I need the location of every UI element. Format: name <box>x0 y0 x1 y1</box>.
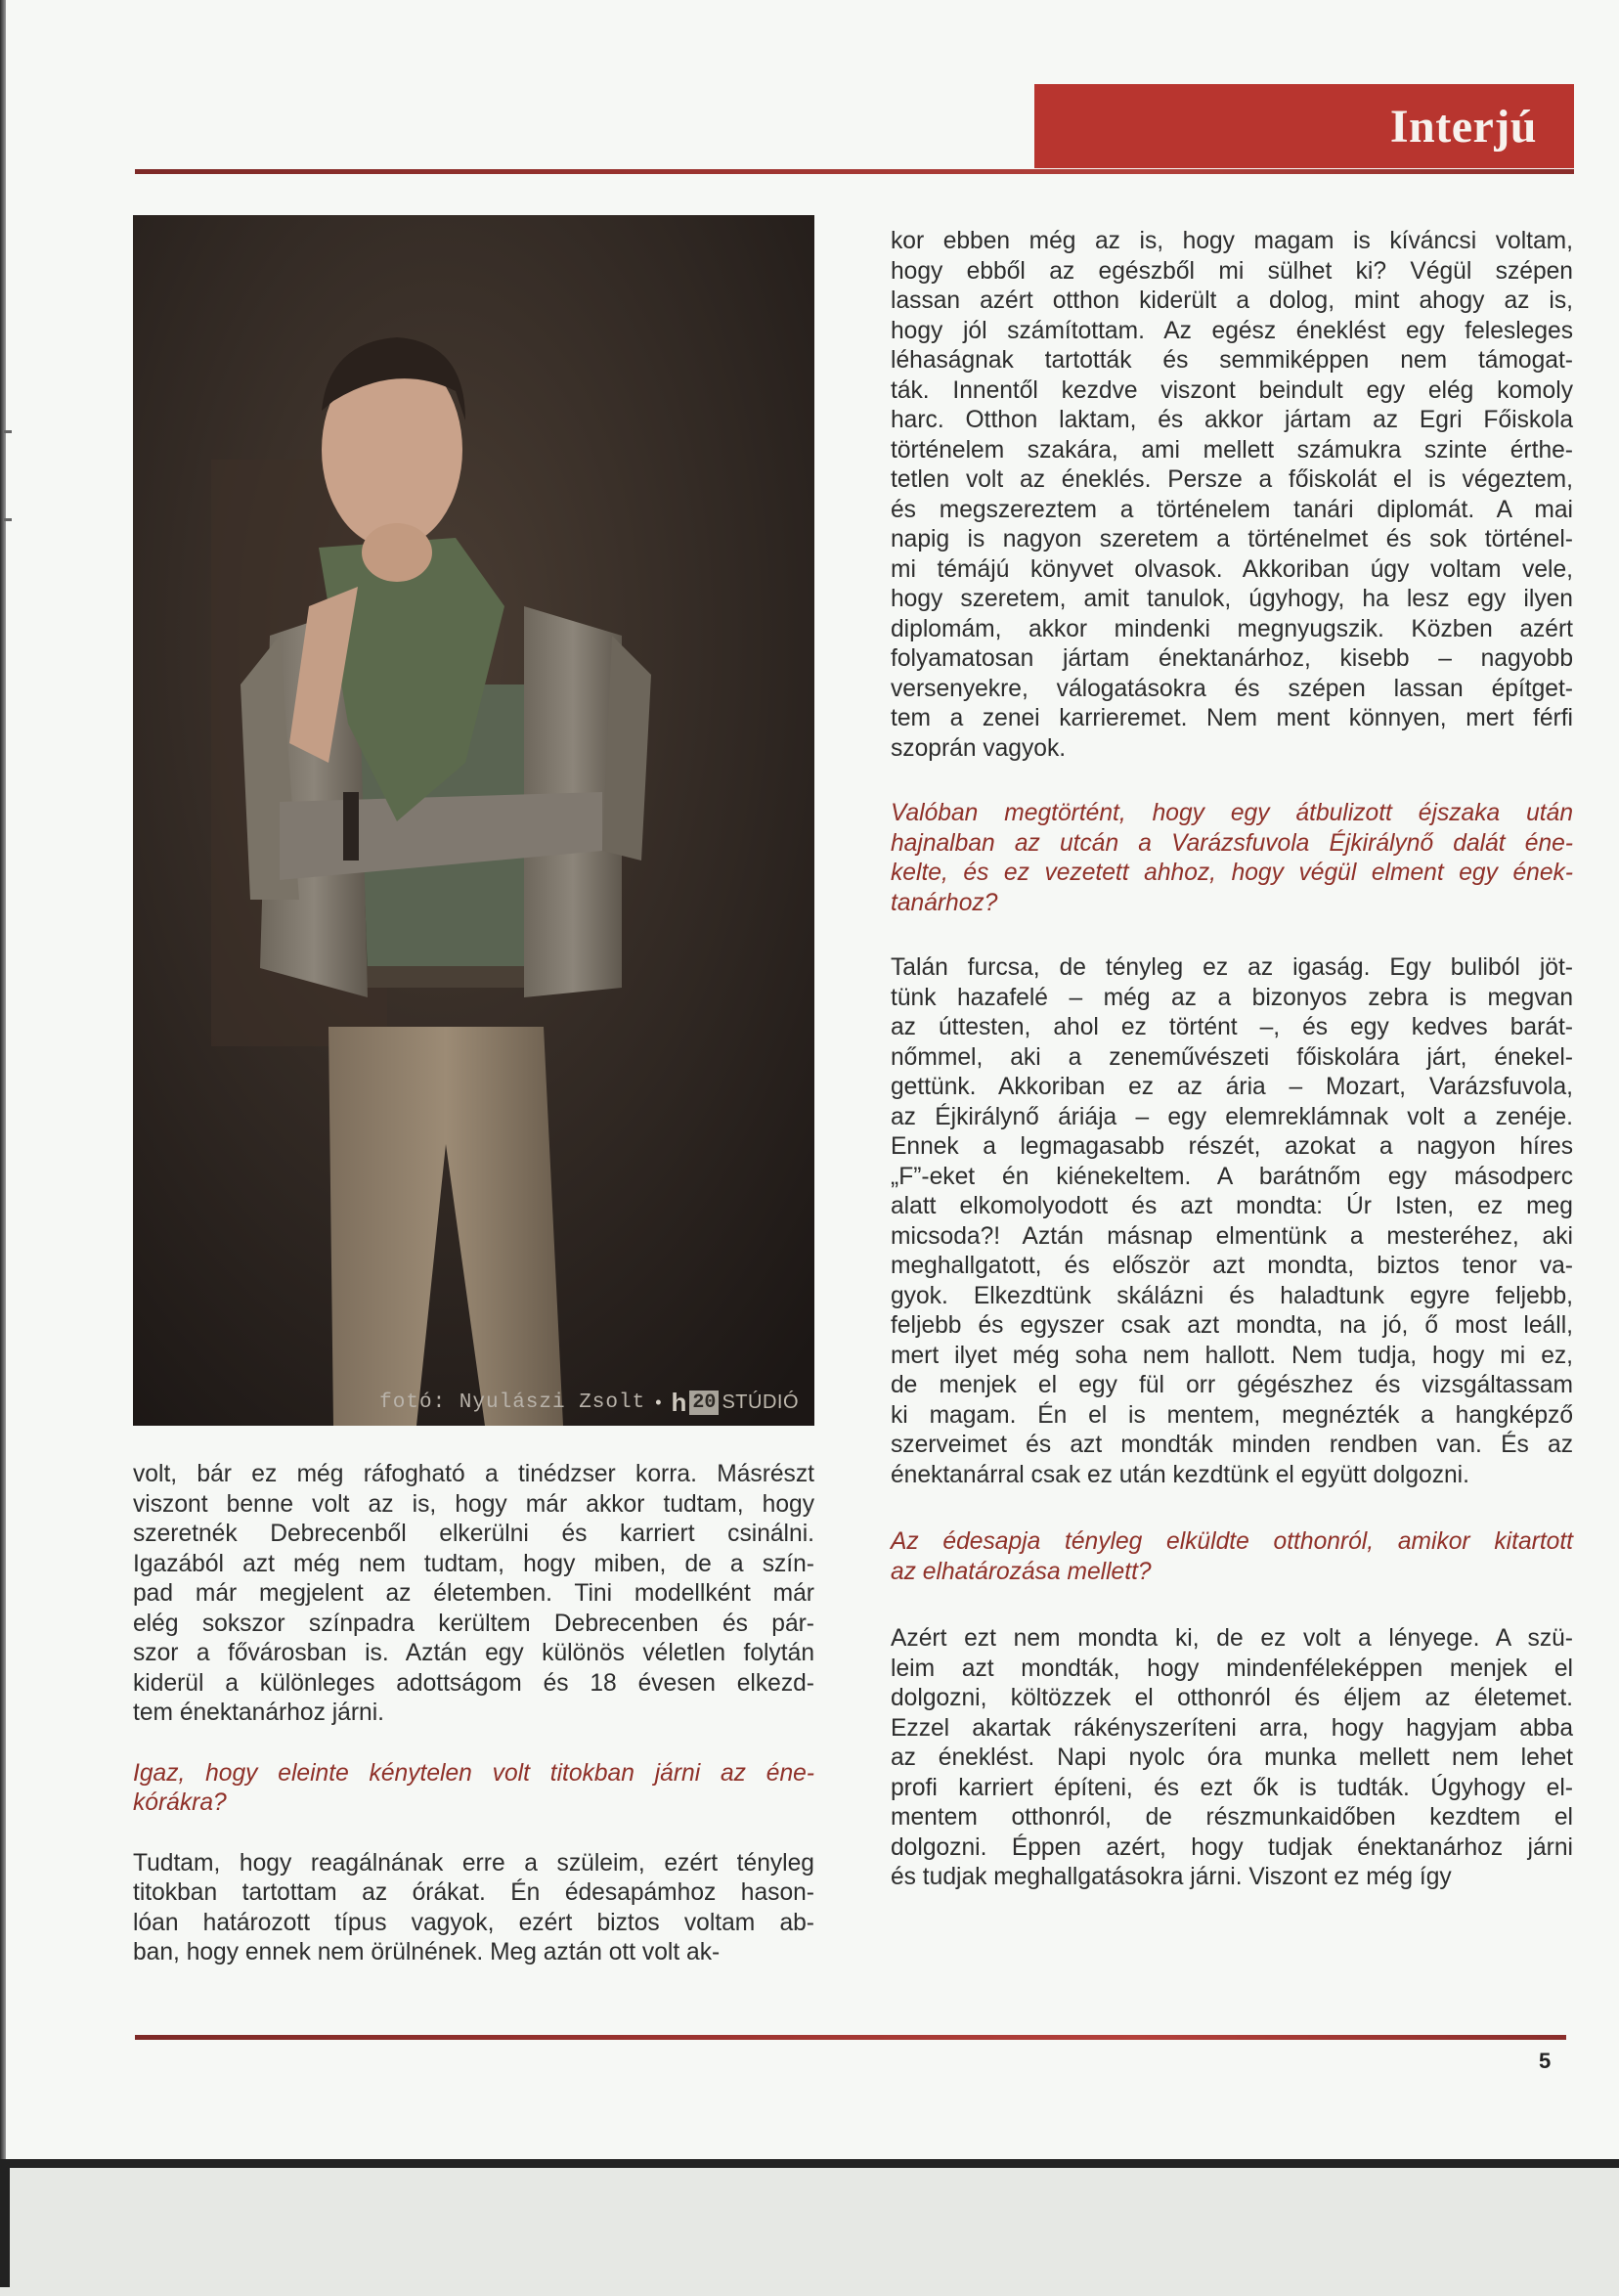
text-line: Azért ezt nem mondta ki, de ez volt a lényege. A szü- <box>891 1625 1573 1652</box>
answer-paragraph <box>133 1849 814 1968</box>
text-line: tetlen volt az éneklés. Persze a főiskolát el is végeztem, <box>891 466 1573 493</box>
text-line: leim azt mondták, hogy mindenféleképpen menjek el <box>891 1655 1573 1682</box>
text-line: tünk hazafelé – még az a bizonyos zebra is megvan <box>891 984 1573 1011</box>
text-line: kórákra? <box>133 1789 227 1816</box>
text-line: Ezzel akartak rákényszeríteni arra, hogy hagyjam abba <box>891 1714 1573 1742</box>
studio-logo <box>672 1388 799 1418</box>
text-line: kor ebben még az is, hogy magam is kíváncsi voltam, <box>891 228 1573 254</box>
text-line: „F”-eket én kiénekeltem. A barátnőm egy másodperc <box>891 1163 1573 1190</box>
text-line: gettünk. Akkoriban ez az ária – Mozart, Varázsfuvola, <box>891 1074 1573 1100</box>
section-header-box <box>1034 84 1574 168</box>
text-line: történelem szakára, ami mellett számukra szinte érthe- <box>891 436 1573 464</box>
text-line: ki magam. Én el is mentem, megnézték a hangképző <box>891 1401 1573 1429</box>
binding-edge <box>0 0 6 2287</box>
photo-credit: fotó: Nyulászi Zsolt <box>379 1391 646 1414</box>
interview-question <box>891 799 1573 918</box>
text-line: pad már megjelent az életemben. Tini modellként már <box>133 1580 814 1607</box>
text-line: harc. Otthon laktam, és akkor jártam az Egri Főiskola <box>891 407 1573 433</box>
text-line: micsoda?! Aztán másnap elmentünk a mesteréhez, aki <box>891 1222 1573 1250</box>
binding-staple-mark <box>4 430 12 433</box>
text-line: szoprán vagyok. <box>891 734 1067 762</box>
text-line: diplomám, akkor mindenki megnyugszik. Közben azért <box>891 615 1573 642</box>
text-line: mert ilyet még soha nem hallott. Nem tudja, hogy mi ez, <box>891 1342 1573 1369</box>
article-column-right <box>891 227 1573 1893</box>
text-line: az elhatározása mellett? <box>891 1558 1152 1585</box>
text-line: tem énektanárhoz járni. <box>133 1700 385 1726</box>
wristwatch <box>343 792 359 861</box>
text-line: mi témájú könyvet olvasok. Akkoriban úgy voltam vele, <box>891 555 1573 583</box>
text-line: feljebb és egyszer csak azt mondta, na jó, ő most leáll, <box>891 1312 1573 1339</box>
header-divider <box>135 169 1574 174</box>
text-line: kelte, és ez vezetett ahhoz, hogy végül elment egy ének- <box>891 860 1573 886</box>
text-line: lóan határozott típus vagyok, ezért biztos voltam ab- <box>133 1909 814 1936</box>
scanner-bed-edge <box>0 2159 1619 2296</box>
text-line: elég sokszor színpadra kerültem Debrecenben és pár- <box>133 1610 814 1637</box>
text-line: és tudjak meghallgatásokra járni. Viszont ez még így <box>891 1864 1452 1890</box>
studio-logo-name: STÚDIÓ <box>722 1391 799 1413</box>
text-line: kiderül a különleges adottságom és 18 évesen elkezd- <box>133 1669 814 1697</box>
text-line: gyok. Elkezdtünk skálázni és haladtunk egyre feljebb, <box>891 1282 1573 1309</box>
answer-paragraph <box>891 1624 1573 1893</box>
text-line: és megszereztem a történelem tanári diplomát. A mai <box>891 496 1573 523</box>
text-line: Valóban megtörtént, hogy egy átbulizott éjszaka után <box>891 800 1573 826</box>
text-line: szeretnék Debrecenből elkerülni és karriert csinálni. <box>133 1521 814 1547</box>
text-line: hogy ebből az egészből mi sülhet ki? Végül szépen <box>891 257 1573 285</box>
binding-staple-mark <box>4 518 12 521</box>
text-line: Tudtam, hogy reagálnának erre a szüleim, ezért tényleg <box>133 1849 814 1877</box>
text-line: dolgozni, költözzek el otthonról és éljem az életemet. <box>891 1685 1573 1711</box>
page-number: 5 <box>1539 2049 1552 2073</box>
text-line: énektanárral csak ez után kezdtünk el együtt dolgozni. <box>891 1461 1469 1488</box>
text-line: tanárhoz? <box>891 889 998 916</box>
text-line: hajnalban az utcán a Varázsfuvola Éjkirálynő dalát éne- <box>891 829 1573 857</box>
text-line: az éneklést. Napi nyolc óra munka mellett nem lehet <box>891 1744 1573 1771</box>
text-line: szor a fővárosban is. Aztán egy különös véletlen folytán <box>133 1640 814 1666</box>
text-line: szerveimet és azt mondták minden rendben van. És az <box>891 1432 1573 1458</box>
portrait-photo <box>133 215 814 1426</box>
text-line: meghallgatott, és először azt mondta, biztos tenor va- <box>891 1253 1573 1279</box>
text-line: mentem otthonról, de részmunkaidőben kezdtem el <box>891 1804 1573 1831</box>
text-line: napig is nagyon szeretem a történelmet és sok történel- <box>891 526 1573 552</box>
hand-on-chin <box>362 523 432 582</box>
text-line: Ennek a legmagasabb részét, azokat a nagyon híres <box>891 1133 1573 1160</box>
text-line: volt, bár ez még ráfogható a tinédzser korra. Másrészt <box>133 1461 814 1487</box>
text-line: hogy jól számítottam. Az egész éneklést egy felesleges <box>891 317 1573 344</box>
text-line: profi karriert építeni, és ezt ők is tudták. Úgyhogy el- <box>891 1774 1573 1801</box>
text-line: hogy szeretem, amit tanulok, úgyhogy, ha lesz egy ilyen <box>891 586 1573 612</box>
text-line: léhaságnak tartották és semmiképpen nem támogat- <box>891 347 1573 374</box>
text-line: viszont benne volt az is, hogy már akkor tudtam, hogy <box>133 1490 814 1518</box>
text-line: nőmmel, aki a zeneművészeti főiskolára járt, énekel- <box>891 1043 1573 1071</box>
text-line: versenyekre, válogatásokra és szépen lassan építget- <box>891 675 1573 702</box>
studio-logo-h: h <box>671 1388 687 1417</box>
text-line: titokban tartottam az órákat. Én édesapámhoz hason- <box>133 1879 814 1906</box>
text-line: dolgozni. Éppen azért, hogy tudjak énektanárhoz járni <box>891 1833 1573 1861</box>
studio-logo-number: 20 <box>689 1391 719 1415</box>
text-line: ták. Innentől kezdve viszont beindult egy elég komoly <box>891 376 1573 404</box>
caption-separator: • <box>655 1392 662 1412</box>
article-column-left <box>133 1460 814 1968</box>
portrait-illustration <box>133 215 814 1426</box>
text-line: Az édesapja tényleg elküldte otthonról, amikor kitartott <box>891 1528 1573 1555</box>
photo-caption <box>379 1388 799 1418</box>
belt <box>358 966 544 988</box>
footer-divider <box>135 2035 1566 2040</box>
interview-question <box>891 1527 1573 1587</box>
interview-question <box>133 1759 814 1819</box>
binding-edge-lower <box>0 2159 10 2287</box>
text-line: Igaz, hogy eleinte kénytelen volt titokban járni az éne- <box>133 1759 814 1787</box>
text-line: Talán furcsa, de tényleg ez az igaság. Egy buliból jöt- <box>891 954 1573 981</box>
answer-paragraph <box>891 227 1573 764</box>
text-line: alatt elkomolyodott és azt mondta: Úr Isten, ez meg <box>891 1193 1573 1219</box>
text-line: folyamatosan jártam énektanárhoz, kisebb – nagyobb <box>891 645 1573 672</box>
text-line: ban, hogy ennek nem örülnének. Meg aztán ott volt ak- <box>133 1939 721 1965</box>
answer-paragraph <box>133 1460 814 1729</box>
text-line: tem a zenei karrieremet. Nem ment könnyen, mert férfi <box>891 705 1573 731</box>
text-line: de menjek el egy fül orr gégészhez és vizsgáltassam <box>891 1372 1573 1398</box>
text-line: az úttesten, ahol ez történt –, és egy kedves barát- <box>891 1014 1573 1040</box>
text-line: az Éjkirálynő áriája – egy elemreklámnak volt a zenéje. <box>891 1103 1573 1130</box>
text-line: Igazából azt még nem tudtam, hogy miben, de a szín- <box>133 1550 814 1577</box>
section-title: Interjú <box>1389 100 1537 153</box>
text-line: lassan azért otthon kiderült a dolog, mint ahogy az is, <box>891 287 1573 314</box>
answer-paragraph <box>891 953 1573 1490</box>
